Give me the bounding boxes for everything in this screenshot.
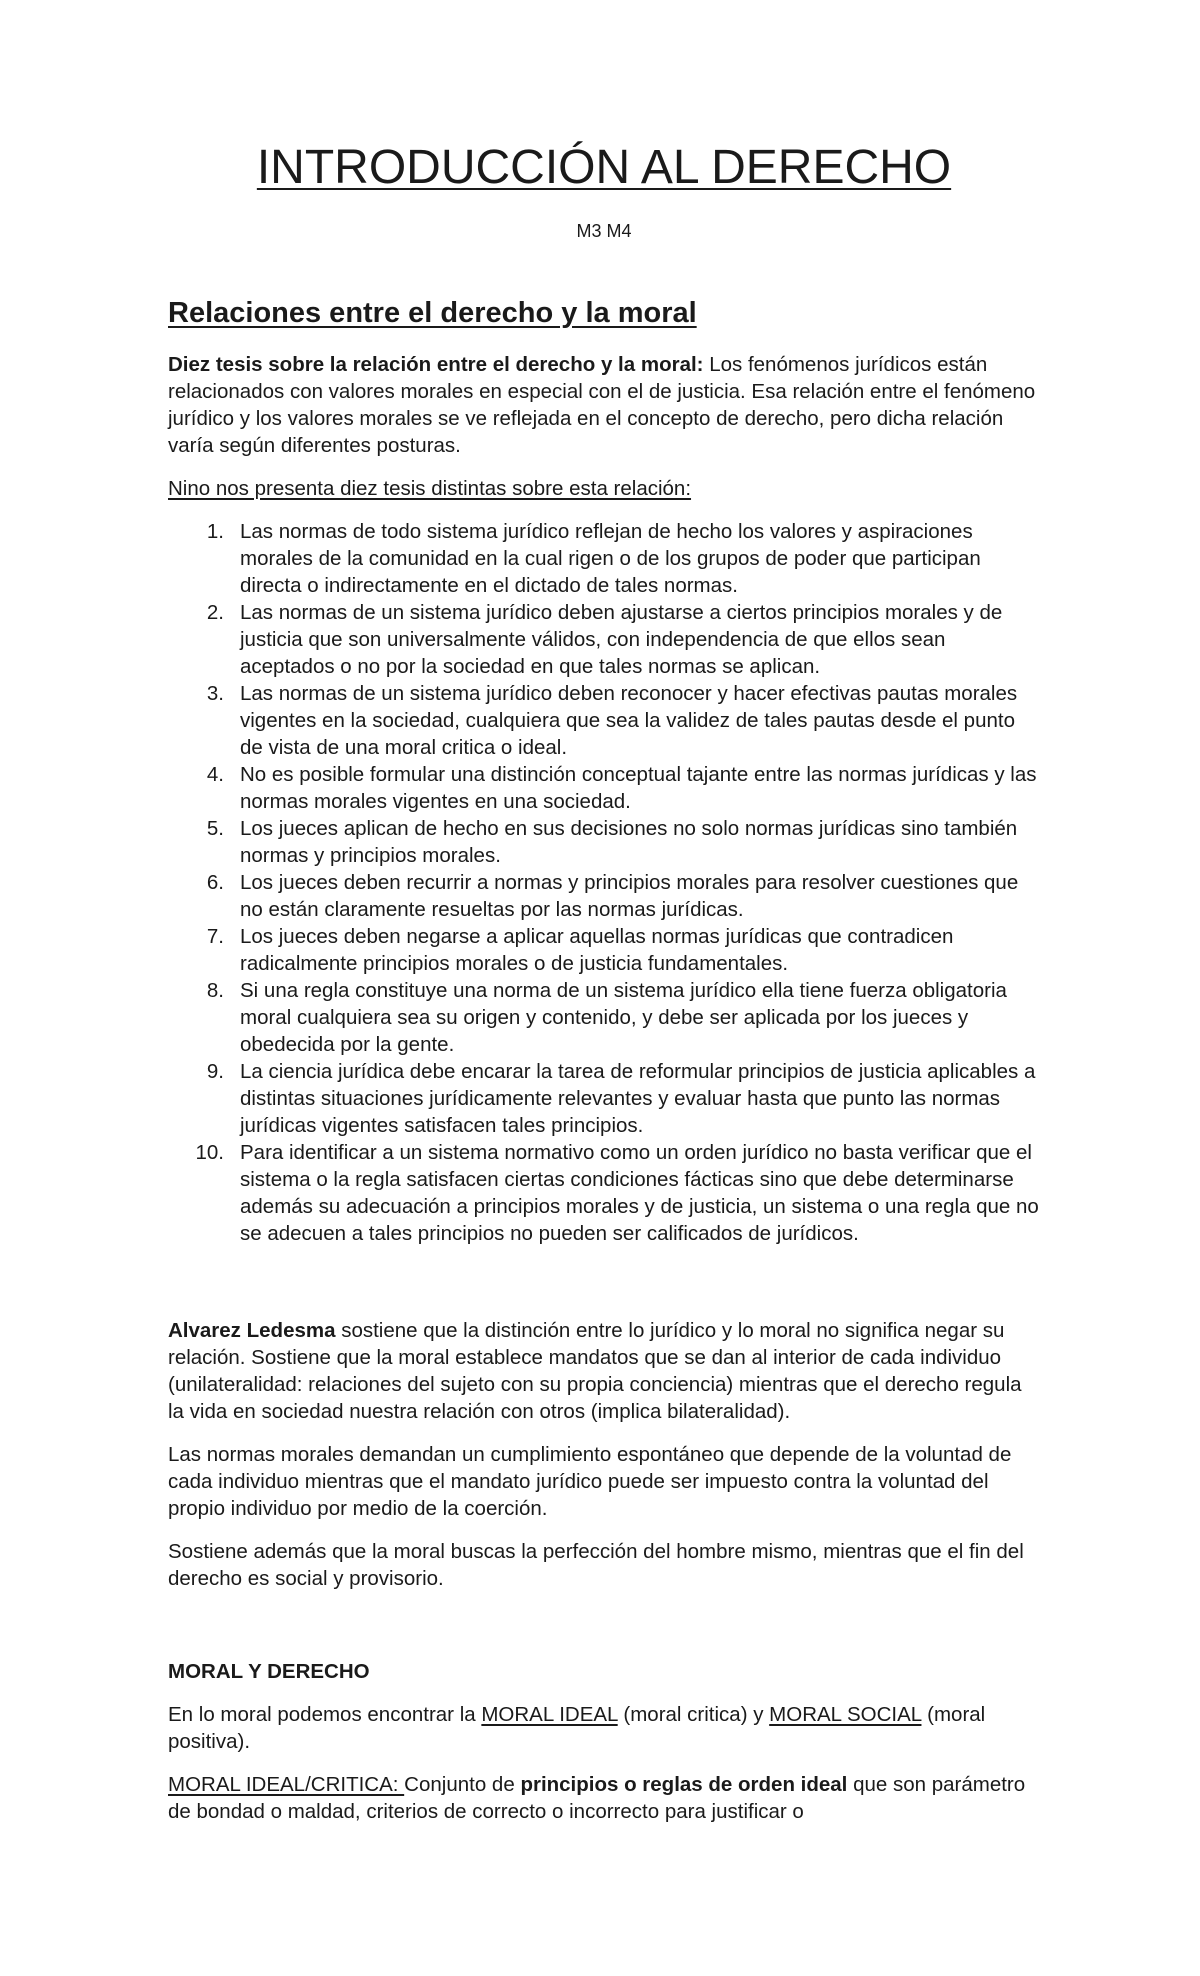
moral-ideal-label: MORAL IDEAL/CRITICA: bbox=[168, 1773, 405, 1796]
list-item bbox=[168, 1139, 1040, 1247]
moral-intro-text: En lo moral podemos encontrar la bbox=[168, 1703, 482, 1726]
list-item bbox=[168, 518, 1040, 599]
list-item-text: Los jueces deben recurrir a normas y principios morales para resolver cuestiones que no están claramente resueltas por las normas jurídicas. bbox=[240, 871, 1019, 921]
list-item-number: 10. bbox=[195, 1141, 224, 1164]
moral-intro-text: (moral critica) y bbox=[617, 1703, 770, 1726]
intro-lead: Diez tesis sobre la relación entre el derecho y la moral: bbox=[168, 353, 704, 376]
document-title: INTRODUCCIÓN AL DERECHO bbox=[256, 141, 952, 194]
intro-text: Los fenómenos jurídicos están relacionados con valores morales en especial con el de justicia. Esa relación entre el fenómeno jurídico y los valores morales se ve reflejada en el concepto de derecho, pero dicha relación varía según diferentes posturas. bbox=[168, 353, 1036, 457]
list-item-text: La ciencia jurídica debe encarar la tarea de reformular principios de justicia aplicables a distintas situaciones jurídicamente relevantes y evaluar hasta que punto las normas jurídicas vigentes satisfacen tales principios. bbox=[240, 1060, 1036, 1137]
moral-heading: MORAL Y DERECHO bbox=[168, 1660, 370, 1683]
list-item-number: 3. bbox=[206, 682, 224, 705]
list-item bbox=[168, 815, 1040, 869]
list-item bbox=[168, 1058, 1040, 1139]
list-item-number: 9. bbox=[206, 1060, 224, 1083]
moral-ideal-text: que son parámetro de bondad o maldad, criterios de correcto o incorrecto para justificar o bbox=[168, 1773, 1026, 1823]
list-item bbox=[168, 680, 1040, 761]
moral-intro-text: (moral positiva). bbox=[168, 1703, 986, 1753]
perfection-paragraph: Sostiene además que la moral buscas la perfección del hombre mismo, mientras que el fin del derecho es social y provisorio. bbox=[168, 1540, 1024, 1590]
intro-paragraph bbox=[168, 351, 1040, 459]
alvarez-paragraph bbox=[168, 1317, 1040, 1425]
moral-ideal-paragraph bbox=[168, 1771, 1040, 1825]
nino-intro: Nino nos presenta diez tesis distintas sobre esta relación: bbox=[168, 477, 692, 500]
moral-ideal-text: Conjunto de bbox=[404, 1773, 521, 1796]
moral-ideal-bold: principios o reglas de orden ideal bbox=[520, 1773, 848, 1796]
moral-intro-paragraph bbox=[168, 1701, 1040, 1755]
list-item-text: Si una regla constituye una norma de un sistema jurídico ella tiene fuerza obligatoria moral cualquiera sea su origen y contenido, y debe ser aplicada por los jueces y obedecida por la gente. bbox=[240, 979, 1007, 1056]
list-item-text: Para identificar a un sistema normativo como un orden jurídico no basta verificar que el sistema o la regla satisfacen ciertas condiciones fácticas sino que debe determinarse además su adecuación a principios morales y de justicia, un sistema o una regla que no se adecuen a tales principios no pueden ser calificados de jurídicos. bbox=[240, 1141, 1039, 1245]
list-item bbox=[168, 761, 1040, 815]
list-item-text: No es posible formular una distinción conceptual tajante entre las normas jurídicas y las normas morales vigentes en una sociedad. bbox=[240, 763, 1037, 813]
list-item-number: 5. bbox=[206, 817, 224, 840]
list-item-text: Las normas de un sistema jurídico deben ajustarse a ciertos principios morales y de justicia que son universalmente válidos, con independencia de que ellos sean aceptados o no por la sociedad en que tales normas se aplican. bbox=[240, 601, 1003, 678]
list-item-number: 1. bbox=[206, 520, 224, 543]
list-item-text: Las normas de un sistema jurídico deben reconocer y hacer efectivas pautas morales vigentes en la sociedad, cualquiera que sea la validez de tales pautas desde el punto de vista de una moral critica o ideal. bbox=[240, 682, 1018, 759]
list-item bbox=[168, 869, 1040, 923]
list-item-number: 8. bbox=[206, 979, 224, 1002]
list-item-number: 2. bbox=[206, 601, 224, 624]
moral-social-term: MORAL SOCIAL bbox=[769, 1703, 922, 1726]
theses-list bbox=[168, 518, 1040, 1247]
norms-paragraph: Las normas morales demandan un cumplimiento espontáneo que depende de la voluntad de cada individuo mientras que el mandato jurídico puede ser impuesto contra la voluntad del propio individuo por medio de la coerción. bbox=[168, 1443, 1012, 1520]
list-item bbox=[168, 977, 1040, 1058]
section-heading: Relaciones entre el derecho y la moral bbox=[168, 297, 697, 329]
list-item-number: 6. bbox=[206, 871, 224, 894]
alvarez-name: Alvarez Ledesma bbox=[168, 1319, 336, 1342]
list-item-text: Las normas de todo sistema jurídico reflejan de hecho los valores y aspiraciones morales de la comunidad en la cual rigen o de los grupos de poder que participan directa o indirectamente en el dictado de tales normas. bbox=[240, 520, 981, 597]
list-item bbox=[168, 599, 1040, 680]
list-item-number: 4. bbox=[206, 763, 224, 786]
list-item-number: 7. bbox=[206, 925, 224, 948]
list-item bbox=[168, 923, 1040, 977]
moral-ideal-term: MORAL IDEAL bbox=[481, 1703, 618, 1726]
document-subtitle: M3 M4 bbox=[576, 221, 632, 241]
list-item-text: Los jueces deben negarse a aplicar aquellas normas jurídicas que contradicen radicalmente principios morales o de justicia fundamentales. bbox=[240, 925, 954, 975]
list-item-text: Los jueces aplican de hecho en sus decisiones no solo normas jurídicas sino también normas y principios morales. bbox=[240, 817, 1018, 867]
alvarez-text: sostiene que la distinción entre lo jurídico y lo moral no significa negar su relación. Sostiene que la moral establece mandatos que se dan al interior de cada individuo (unilateralidad: relaciones del sujeto con su propia conciencia) mientras que el derecho regula la vida en sociedad nuestra relación con otros (implica bilateralidad). bbox=[168, 1319, 1022, 1423]
